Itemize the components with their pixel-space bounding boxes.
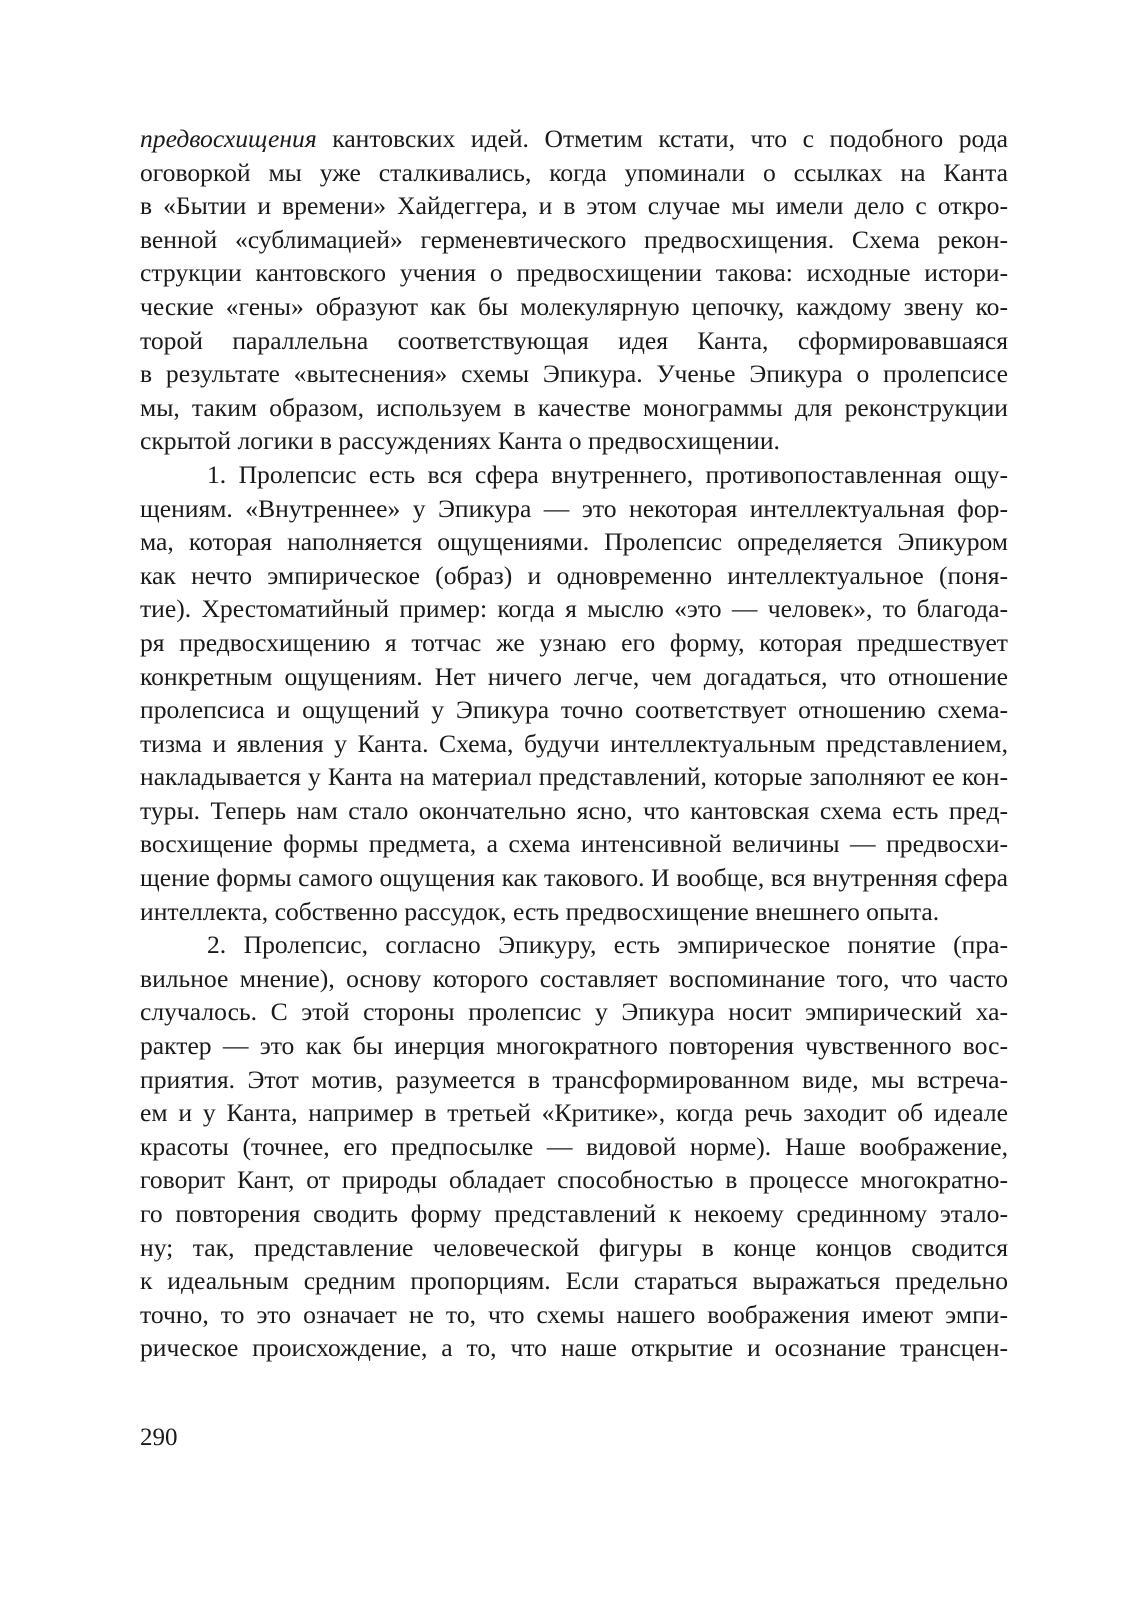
text-line: щение формы самого ощущения как такового. И вообще, вся внутренняя сфера (140, 863, 1008, 893)
text-line: красоты (точнее, его предпосылке — видовой норме). Наше воображение, (140, 1131, 1008, 1161)
text-line: как нечто эмпирическое (образ) и одновременно интеллектуальное (поня- (140, 560, 1008, 590)
page-number: 290 (140, 1424, 178, 1451)
text-line: ну; так, представление человеческой фигуры в конце концов сводится (140, 1232, 1008, 1262)
text-line: торой параллельна соответствующая идея Канта, сформировавшаяся (140, 325, 1008, 355)
paragraph-1 (140, 122, 1008, 458)
italic-word: предвосхищения (140, 124, 317, 153)
paragraph-3 (140, 928, 1008, 1365)
text-line: рактер — это как бы инерция многократного повторения чувственного вос- (140, 1031, 1008, 1061)
text-line: к идеальным средним пропорциям. Если стараться выражаться предельно (140, 1266, 1008, 1296)
text-line: конкретным ощущениям. Нет ничего легче, чем догадаться, что отношение (140, 661, 1008, 691)
text-line: рическое происхождение, а то, что наше открытие и осознание трансцен- (140, 1333, 1008, 1363)
text-line: тие). Хрестоматийный пример: когда я мыслю «это — человек», то благода- (140, 594, 1008, 624)
text-line: в результате «вытеснения» схемы Эпикура. Ученье Эпикура о пролепсисе (140, 359, 1008, 389)
text-line: приятия. Этот мотив, разумеется в трансформированном виде, мы встреча- (140, 1064, 1008, 1094)
text-line: пролепсиса и ощущений у Эпикура точно соответствует отношению схема- (140, 695, 1008, 725)
text-line: 1. Пролепсис есть вся сфера внутреннего, противопоставленная ощу- (207, 459, 1008, 489)
page-body (140, 122, 1008, 1365)
text-line: в «Бытии и времени» Хайдеггера, и в этом случае мы имели дело с откро- (140, 191, 1008, 221)
text-line: щениям. «Внутреннее» у Эпикура — это некоторая интеллектуальная фор- (140, 493, 1008, 523)
text-line: ем и у Канта, например в третьей «Критике», когда речь заходит об идеале (140, 1098, 1008, 1128)
text-line: ма, которая наполняется ощущениями. Пролепсис определяется Эпикуром (140, 527, 1008, 557)
text-line: го повторения сводить форму представлений к некоему срединному эталo- (140, 1199, 1008, 1228)
text-line: оговоркой мы уже сталкивались, когда упоминали о ссылках на Канта (140, 157, 1008, 187)
text-line: струкции кантовского учения о предвосхищении такова: исходные истори- (140, 258, 1008, 288)
text-line: венной «сублимацией» герменевтического предвосхищения. Схема рекон- (140, 224, 1008, 254)
text-line: мы, таким образом, используем в качестве монограммы для реконструкции (140, 392, 1008, 422)
text-line: вильное мнение), основу которого составляет воспоминание того, что часто (140, 963, 1008, 993)
text-line (140, 122, 1008, 156)
text-line: туры. Теперь нам стало окончательно ясно, что кантовская схема есть пред- (140, 795, 1008, 825)
text-line: интеллекта, собственно рассудок, есть предвосхищение внешнего опыта. (140, 896, 940, 926)
text-line: говорит Кант, от природы обладает способностью в процессе многократно- (140, 1165, 1008, 1195)
text-line: 2. Пролепсис, согласно Эпикуру, есть эмпирическое понятие (пра- (207, 930, 1008, 960)
text-line: накладывается у Канта на материал представлений, которые заполняют ее кон- (140, 762, 1008, 792)
text-line-rest: кантовских идей. Отметим кстати, что с подобного рода (316, 124, 1008, 153)
text-line: случалось. С этой стороны пролепсис у Эпикура носит эмпирический ха- (140, 997, 1008, 1027)
text-line: точно, то это означает не то, что схемы нашего воображения имеют эмпи- (140, 1299, 1008, 1329)
paragraph-2 (140, 458, 1008, 928)
text-line: скрытой логики в рассуждениях Канта о предвосхищении. (140, 426, 780, 456)
text-line: ческие «гены» образуют как бы молекулярную цепочку, каждому звену ко- (140, 291, 1008, 321)
text-line: восхищение формы предмета, а схема интенсивной величины — предвосхи- (140, 829, 1008, 859)
text-line: ря предвосхищению я тотчас же узнаю его форму, которая предшествует (140, 627, 1008, 657)
text-line: тизма и явления у Канта. Схема, будучи интеллектуальным представлением, (140, 728, 1008, 758)
